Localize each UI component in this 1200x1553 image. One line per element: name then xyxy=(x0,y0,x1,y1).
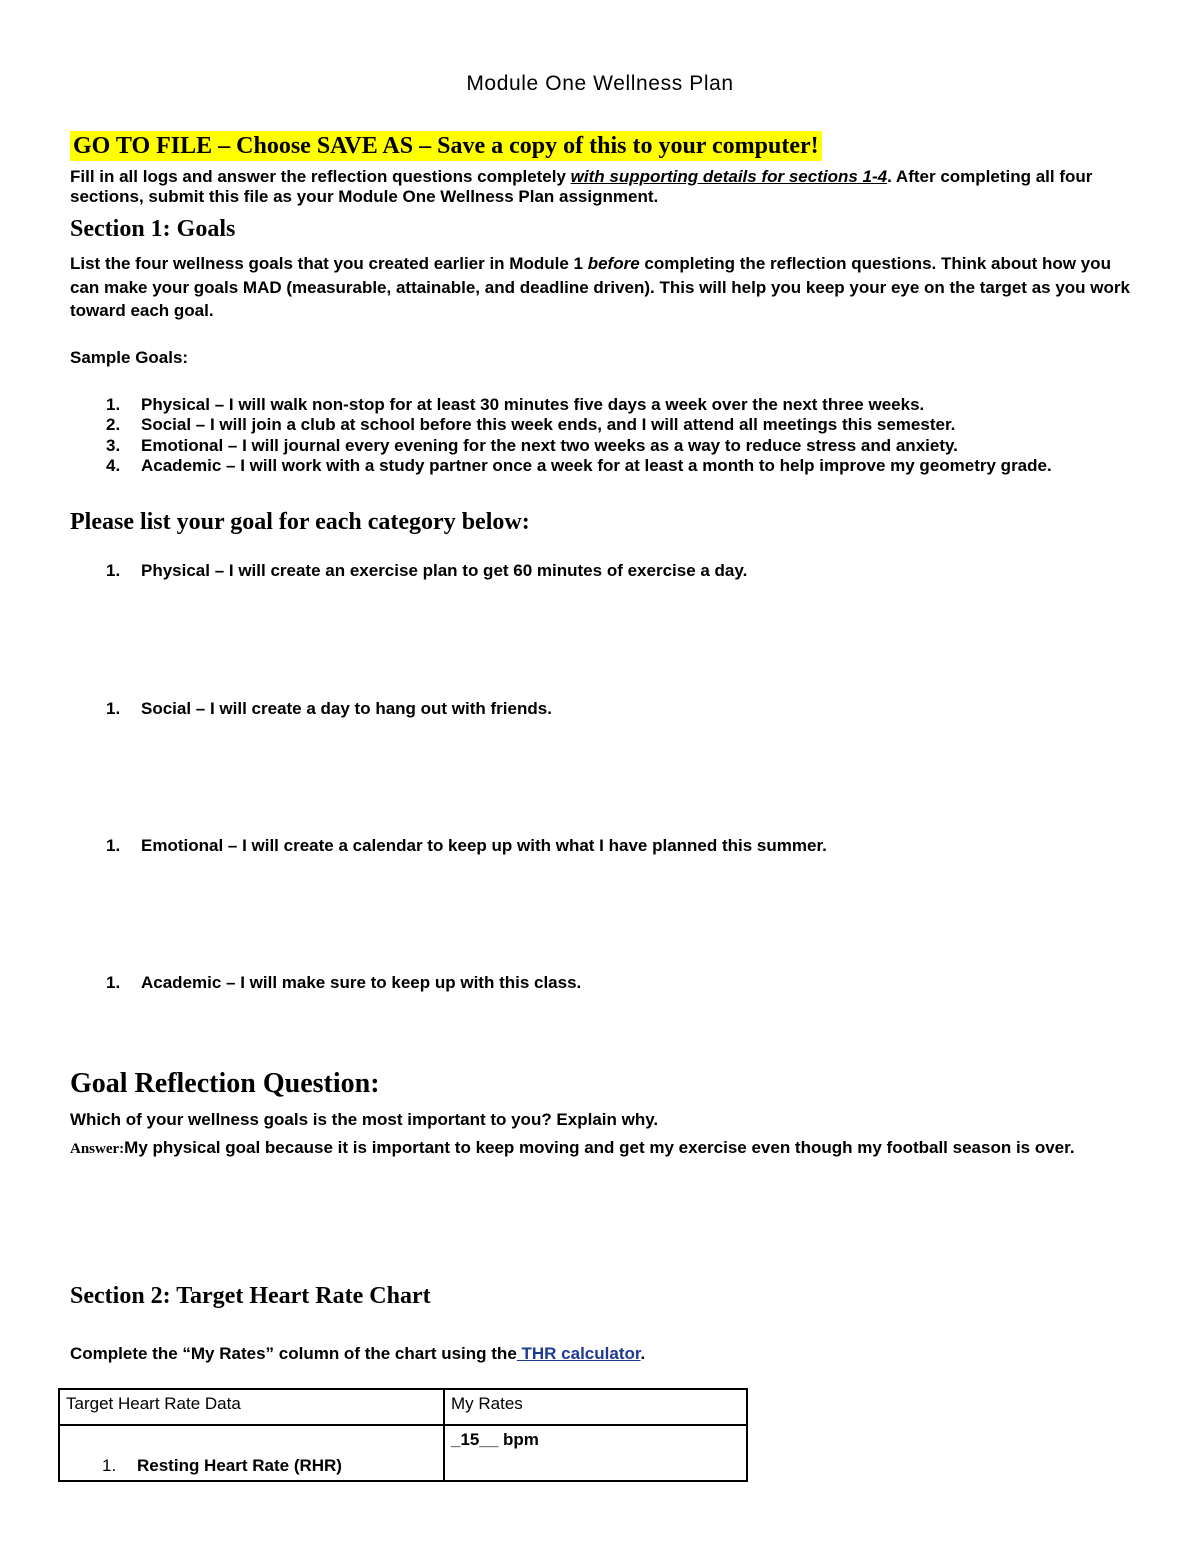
table-cell-value[interactable]: _15__ bpm xyxy=(444,1425,747,1481)
list-item: 2. Social – I will join a club at school before this week ends, and I will attend all meetings this semester. xyxy=(106,415,956,435)
table-header-data: Target Heart Rate Data xyxy=(59,1389,444,1425)
table-row xyxy=(59,1425,747,1481)
answer-text: My physical goal because it is important to keep moving and get my exercise even though my football season is over. xyxy=(124,1138,1075,1157)
table-header-row xyxy=(59,1389,747,1425)
instruction-text-1: Complete the “My Rates” column of the chart using the xyxy=(70,1344,517,1363)
reflection-answer xyxy=(70,1136,1180,1162)
list-item: 3. Emotional – I will journal every evening for the next two weeks as a way to reduce stress and anxiety. xyxy=(106,435,958,455)
thr-calculator-link[interactable]: THR calculator xyxy=(516,1344,641,1363)
reflection-question: Which of your wellness goals is the most important to you? Explain why. xyxy=(70,1110,659,1129)
reflection-heading: Goal Reflection Question: xyxy=(70,1068,380,1099)
table-header-rates: My Rates xyxy=(444,1389,747,1425)
sample-goals-label: Sample Goals: xyxy=(70,348,189,367)
save-instruction-banner: GO TO FILE – Choose SAVE AS – Save a copy of this to your computer! xyxy=(70,131,822,161)
table-cell-label: 1. Resting Heart Rate (RHR) xyxy=(59,1425,444,1481)
goals-list-heading: Please list your goal for each category below: xyxy=(70,509,530,535)
intro-text-2: . After completing all four sections, submit this file as your Module One Wellness Plan assignment. xyxy=(70,167,1093,206)
section1-instructions xyxy=(70,252,1140,323)
intro-emphasis: with supporting details for sections 1-4 xyxy=(570,167,888,186)
instructions-text-2: completing the reflection questions. Think about how you can make your goals MAD (measurable, attainable, and deadline driven). This will help you keep your eye on the target as you work toward each goal. xyxy=(70,254,1130,320)
instruction-text-2: . xyxy=(640,1344,646,1363)
instructions-emphasis: before xyxy=(587,254,640,273)
intro-text-1: Fill in all logs and answer the reflection questions completely xyxy=(70,167,571,186)
section2-heading: Section 2: Target Heart Rate Chart xyxy=(70,1283,431,1309)
instructions-text-1: List the four wellness goals that you created earlier in Module 1 xyxy=(70,254,588,273)
list-item: 1. Physical – I will walk non-stop for at least 30 minutes five days a week over the next three weeks. xyxy=(106,395,925,414)
section1-heading: Section 1: Goals xyxy=(70,216,236,242)
sample-goals-list xyxy=(70,395,1150,476)
section2-instruction xyxy=(70,1342,1140,1366)
list-item: 4. Academic – I will work with a study partner once a week for at least a month to help improve my geometry grade. xyxy=(106,455,1052,475)
thr-table xyxy=(58,1388,748,1482)
intro-paragraph xyxy=(70,167,1130,207)
document-page: Module One Wellness Plan GO TO FILE – Choose SAVE AS – Save a copy of this to your computer! Fill in all logs and answer the reflection questions completely with supporting details for sections 1-4. After completing all four sections, submit this file as your Module One Wellness Plan assignment. Section 1: Goals List the four wellness goals that you created earlier in Module 1 before completing the reflection questions. Think about how you can make your goals MAD (measurable, attainable, and deadline driven). This will help you keep your eye on the target as you work toward each goal. Sample Goals: 1. Physical – I will walk non-stop for at least 30 minutes five days a week over the next three weeks. 2. Social – I will join a club at school before this week ends, and I will attend all meetings this semester. 3. Emotional – I will journal every evening for the next two weeks as a way to reduce stress and anxiety. 4. Academic – I will work with a study partner once a week for at least a month to help improve my geometry grade. Please list your goal for each category below: 1. Physical – I will create an exercise plan to get 60 minutes of exercise a day. 1. Social – I will create a day to hang out with friends. 1. Emotional – I will create a calendar to keep up with what I have planned this summer. 1. Academic – I will make sure to keep up with this class. Goal Reflection Question: Which of your wellness goals is the most important to you? Explain why. Answer:My physical goal because it is important to keep moving and get my exercise even though my football season is over. Section 2: Target Heart Rate Chart Complete the “My Rates” column of the chart using the THR calculator. Target Heart Rate Data My Rates 1. Resting Heart Rate (RHR) _15__ bpm xyxy=(0,0,1200,1553)
answer-label: Answer: xyxy=(70,1141,125,1157)
document-title: Module One Wellness Plan xyxy=(466,72,734,95)
